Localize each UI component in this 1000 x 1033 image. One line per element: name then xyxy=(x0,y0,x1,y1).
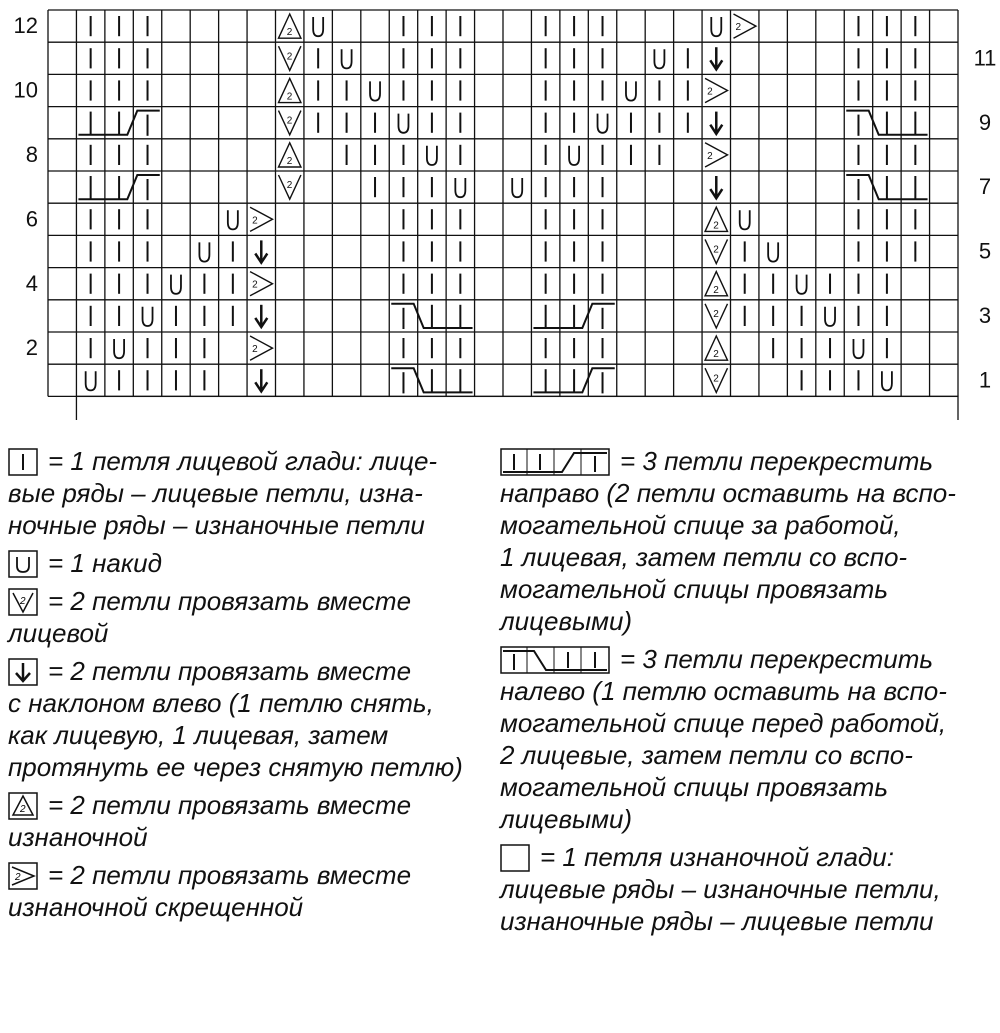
purl-2-together-icon xyxy=(8,792,38,820)
yarn-over-icon xyxy=(825,307,835,326)
purl-2-together-tbl-icon: 2 xyxy=(252,279,258,291)
knit-symbol-icon xyxy=(8,448,38,476)
purl-2-together-icon: 2 xyxy=(713,220,719,232)
yarn-over-icon xyxy=(398,114,408,133)
row-number-left: 4 xyxy=(25,270,38,296)
knit-2-together-icon: 2 xyxy=(286,115,293,127)
yarn-over-icon xyxy=(427,146,437,165)
legend-purl-text: = 1 петля изнаночной глади: лицевые ряды – изнаночные петли, изнаночные ряды – лицевые петли xyxy=(500,842,941,936)
legend-item-knit xyxy=(8,445,478,541)
yarn-over-icon xyxy=(654,49,664,68)
purl-2-together-tbl-icon: 2 xyxy=(707,86,713,98)
knit-2-together-icon: 2 xyxy=(713,244,719,256)
svg-text:2: 2 xyxy=(20,596,26,607)
svg-text:2: 2 xyxy=(20,804,26,815)
cable-right-icon xyxy=(500,448,610,476)
legend-p2tog-text: = 2 петли провязать вместе изнаночной xyxy=(8,790,412,852)
legend-cable-left-text: = 3 петли перекрестить налево (1 петлю оставить на вспо- могательной спице перед работой, 2 лицевые, затем петли со вспо- могательной спицы провязать лицевыми) xyxy=(500,644,947,834)
purl-2-together-icon: 2 xyxy=(286,91,293,103)
yarn-over-icon xyxy=(8,550,38,578)
yarn-over-icon xyxy=(313,17,323,36)
yarn-over-icon xyxy=(342,49,352,68)
legend-item-ssk xyxy=(8,655,478,783)
row-number-right: 7 xyxy=(978,174,992,200)
legend-p2tog-tbl-text: = 2 петли провязать вместе изнаночной скрещенной xyxy=(8,860,412,922)
purl-2-together-icon: 2 xyxy=(286,27,293,39)
legend-item-cable-right xyxy=(500,445,995,637)
yarn-over-icon xyxy=(171,275,181,294)
row-number-left: 6 xyxy=(25,206,38,232)
knit-2-together-icon: 2 xyxy=(286,51,293,63)
row-number-right: 9 xyxy=(978,109,992,135)
row-number-left: 10 xyxy=(13,77,38,103)
yarn-over-icon xyxy=(143,307,153,326)
yarn-over-icon xyxy=(853,339,863,358)
row-number-left: 12 xyxy=(13,13,38,39)
purl-2-together-tbl-icon xyxy=(8,862,38,890)
legend-yarn-over-text: = 1 накид xyxy=(48,548,162,578)
legend-item-p2tog xyxy=(8,789,478,853)
knit-2-together-icon xyxy=(8,588,38,616)
svg-text:2: 2 xyxy=(15,872,21,883)
chart-bottom-frame xyxy=(76,396,958,420)
knitting-chart xyxy=(0,0,1000,420)
row-number-right: 1 xyxy=(978,367,992,393)
purl-2-together-tbl-icon: 2 xyxy=(252,215,258,227)
legend-cable-right-text: = 3 петли перекрестить направо (2 петли оставить на вспо- могательной спице за работой, 1 лицевая, затем петли со вспо- могательной спицы провязать лицевыми) xyxy=(500,446,956,636)
purl-2-together-icon: 2 xyxy=(713,284,719,296)
yarn-over-icon xyxy=(797,275,807,294)
legend-item-k2tog xyxy=(8,585,478,649)
legend-k2tog-text: = 2 петли провязать вместе лицевой xyxy=(8,586,412,648)
legend-item-purl xyxy=(500,841,995,937)
ssk-arrow-icon xyxy=(8,658,38,686)
legend-ssk-text: = 2 петли провязать вместе с наклоном влево (1 петлю снять, как лицевую, 1 лицевая, затем протянуть ее через снятую петлю) xyxy=(8,656,463,782)
purl-2-together-tbl-icon: 2 xyxy=(707,150,713,162)
row-number-right: 11 xyxy=(973,45,997,71)
row-number-left: 8 xyxy=(25,141,38,167)
yarn-over-icon xyxy=(455,178,465,197)
purl-2-together-icon: 2 xyxy=(713,349,719,361)
yarn-over-icon xyxy=(199,242,209,261)
row-number-right: 5 xyxy=(978,238,992,264)
yarn-over-icon xyxy=(370,81,380,100)
legend-right-column xyxy=(500,445,995,943)
purl-2-together-icon: 2 xyxy=(286,156,293,167)
yarn-over-icon xyxy=(569,146,579,165)
yarn-over-icon xyxy=(512,178,522,197)
yarn-over-icon xyxy=(882,371,892,390)
legend-item-p2tog-tbl xyxy=(8,859,478,923)
knit-2-together-icon: 2 xyxy=(713,308,719,320)
legend-knit-text: = 1 петля лицевой глади: лице- вые ряды – лицевые петли, изна- ночные ряды – изнаночные петли xyxy=(8,446,438,540)
yarn-over-icon xyxy=(740,210,750,229)
knit-2-together-icon: 2 xyxy=(286,180,293,192)
legend-left-column xyxy=(8,445,478,929)
legend-item-cable-left xyxy=(500,643,995,835)
purl-2-together-tbl-icon: 2 xyxy=(252,344,258,356)
yarn-over-icon xyxy=(768,242,778,261)
yarn-over-icon xyxy=(86,371,96,390)
yarn-over-icon xyxy=(626,81,636,100)
purl-empty-icon xyxy=(500,844,530,872)
legend-item-yarn-over xyxy=(8,547,478,579)
yarn-over-icon xyxy=(228,210,238,229)
yarn-over-icon xyxy=(598,114,608,133)
cable-left-icon xyxy=(500,646,610,674)
yarn-over-icon xyxy=(711,17,721,36)
knit-2-together-icon: 2 xyxy=(713,373,719,385)
row-number-right: 3 xyxy=(978,302,992,328)
purl-2-together-tbl-icon: 2 xyxy=(735,22,742,34)
row-number-left: 2 xyxy=(25,335,38,361)
yarn-over-icon xyxy=(114,339,124,358)
